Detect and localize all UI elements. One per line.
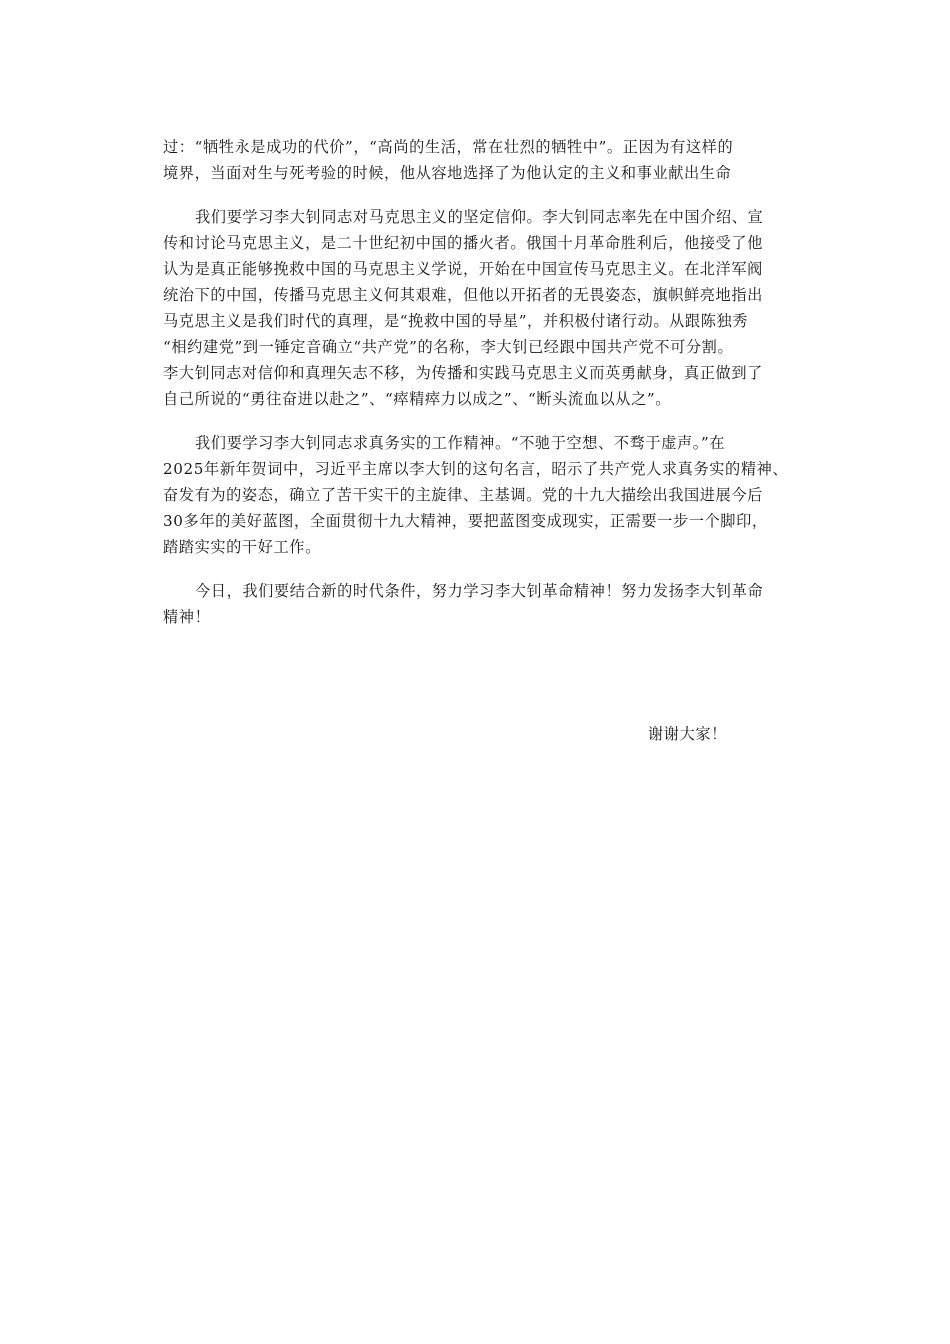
text-line: 境界，当面对生与死考验的时候，他从容地选择了为他认定的主义和事业献出生命 bbox=[163, 164, 732, 182]
document-body bbox=[163, 134, 803, 648]
text-line: “相约建党”到一锤定音确立“共产党”的名称，李大钊已经跟中国共产党不可分割。 bbox=[163, 338, 734, 356]
text-line: 精神！ bbox=[163, 608, 211, 626]
text-line: 认为是真正能够挽救中国的马克思主义学说，开始在中国宣传马克思主义。在北洋军阀 bbox=[163, 260, 763, 278]
paragraph-work-spirit bbox=[163, 430, 803, 560]
text-line: 马克思主义是我们时代的真理，是“挽救中国的导星”，并积极付诸行动。从跟陈独秀 bbox=[163, 312, 749, 330]
text-line: 今日，我们要结合新的时代条件，努力学习李大钊革命精神！努力发扬李大钊革命 bbox=[195, 582, 764, 600]
text-line: 李大钊同志对信仰和真理矢志不移，为传播和实践马克思主义而英勇献身，真正做到了 bbox=[163, 364, 763, 382]
paragraph-conclusion bbox=[163, 578, 803, 630]
text-line: 过：“牺牲永是成功的代价”，“高尚的生活，常在壮烈的牺牲中”。正因为有这样的 bbox=[163, 138, 734, 156]
text-line: 我们要学习李大钊同志求真务实的工作精神。“不驰于空想、不骛于虚声。”在 bbox=[195, 434, 726, 452]
text-line: 踏踏实实的干好工作。 bbox=[163, 538, 321, 556]
text-line: 我们要学习李大钊同志对马克思主义的坚定信仰。李大钊同志率先在中国介绍、宣 bbox=[195, 208, 764, 226]
text-line: 30多年的美好蓝图，全面贯彻十九大精神，要把蓝图变成现实，正需要一步一个脚印， bbox=[163, 512, 768, 530]
text-line: 传和讨论马克思主义，是二十世纪初中国的播火者。俄国十月革命胜利后，他接受了他 bbox=[163, 234, 763, 252]
text-line: 统治下的中国，传播马克思主义何其艰难，但他以开拓者的无畏姿态，旗帜鲜亮地指出 bbox=[163, 286, 763, 304]
text-line: 奋发有为的姿态，确立了苦干实干的主旋律、主基调。党的十九大描绘出我国进展今后 bbox=[163, 486, 763, 504]
paragraph-marxism-belief bbox=[163, 204, 803, 412]
text-line: 2025年新年贺词中，习近平主席以李大钊的这句名言，昭示了共产党人求真务实的精神、 bbox=[163, 460, 789, 478]
paragraph-sacrifice-quote bbox=[163, 134, 803, 186]
text-line: 自己所说的“勇往奋进以赴之”、“瘁精瘁力以成之”、“断头流血以从之”。 bbox=[163, 390, 672, 408]
closing-thanks: 谢谢大家！ bbox=[648, 725, 727, 743]
